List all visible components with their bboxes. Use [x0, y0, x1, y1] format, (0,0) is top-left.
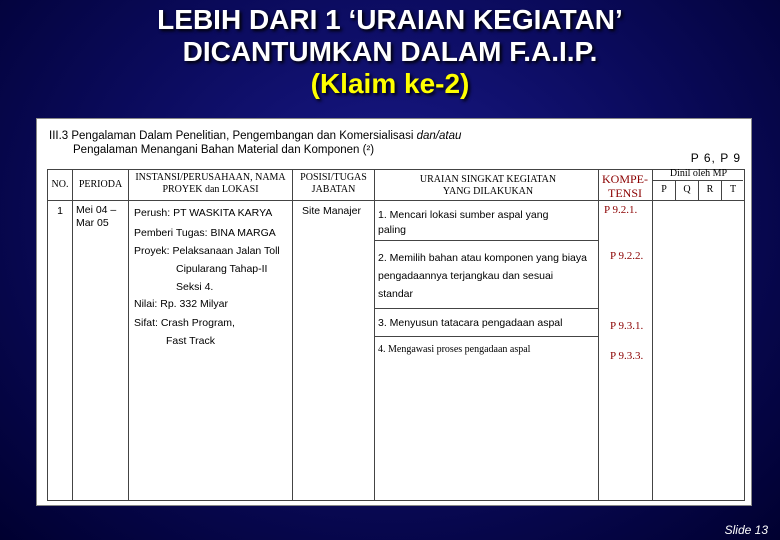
competence-code-3: P 9.3.1. — [610, 320, 644, 332]
col-divider — [128, 170, 129, 500]
row-no: 1 — [57, 205, 63, 217]
activity-4: 4. Mengawasi proses pengadaan aspal — [378, 344, 531, 355]
instansi-proyek: Proyek: Pelaksanaan Jalan Toll — [134, 245, 280, 257]
row-posisi: Site Manajer — [302, 205, 361, 217]
header-t: T — [729, 184, 737, 195]
activity-divider — [375, 308, 598, 309]
col-divider — [72, 170, 73, 500]
title-line-2: DICANTUMKAN DALAM F.A.I.P. — [182, 36, 598, 67]
instansi-pemberi-tugas: Pemberi Tugas: BINA MARGA — [134, 227, 276, 239]
slide-number: Slide 13 — [724, 523, 768, 537]
header-dinilai: Dinil oleh MP — [669, 168, 728, 179]
instansi-sifat-line2: Fast Track — [166, 335, 216, 347]
competence-code-4: P 9.3.3. — [610, 350, 644, 362]
form-card — [36, 118, 752, 506]
row-periode: Mei 04 – Mar 05 — [76, 204, 117, 229]
header-r: R — [706, 184, 714, 195]
header-no: NO. — [51, 179, 69, 190]
section-heading-italic: dan/atau — [416, 130, 462, 142]
col-divider — [374, 170, 375, 500]
title-line-1: LEBIH DARI 1 ‘URAIAN KEGIATAN’ — [157, 4, 623, 35]
activity-divider — [375, 240, 598, 241]
activity-3: 3. Menyusun tatacara pengadaan aspal — [378, 317, 563, 329]
header-posisi: POSISI/TUGAS JABATAN — [300, 172, 367, 195]
section-heading-line-1: III.3 Pengalaman Dalam Penelitian, Pengembangan dan Komersialisasi — [49, 130, 417, 142]
activity-1: 1. Mencari lokasi sumber aspal yang paling — [378, 209, 549, 236]
header-divider — [48, 200, 744, 201]
competence-code-2: P 9.2.2. — [610, 250, 644, 262]
header-uraian: URAIAN SINGKAT KEGIATAN YANG DILAKUKAN — [419, 174, 557, 197]
col-divider — [598, 170, 599, 500]
col-divider — [292, 170, 293, 500]
col-divider — [652, 170, 653, 500]
header-p: P — [661, 184, 667, 195]
instansi-perush: Perush: PT WASKITA KARYA — [134, 207, 273, 219]
slide-title — [0, 4, 780, 100]
section-heading — [49, 129, 461, 157]
instansi-sifat: Sifat: Crash Program, — [134, 317, 235, 329]
header-periode: PERIODA — [78, 179, 123, 190]
header-kompetensi: KOMPE-TENSI — [601, 172, 648, 200]
section-code: P 6, P 9 — [690, 151, 741, 165]
competence-code-1: P 9.2.1. — [604, 204, 638, 216]
title-line-3: (Klaim ke-2) — [310, 68, 470, 99]
instansi-nilai: Nilai: Rp. 332 Milyar — [134, 298, 228, 310]
header-q: Q — [683, 184, 691, 195]
instansi-proyek-line2: Cipularang Tahap-II — [176, 263, 268, 275]
instansi-proyek-line3: Seksi 4. — [176, 281, 214, 293]
activity-2: 2. Memilih bahan atau komponen yang biaya pengadaannya terjangkau dan sesuai standar — [378, 252, 587, 300]
header-instansi: INSTANSI/PERUSAHAAN, NAMA PROYEK dan LOKASI — [135, 172, 286, 195]
activity-divider — [375, 336, 598, 337]
section-heading-line-2: Pengalaman Menangani Bahan Material dan Komponen (²) — [73, 144, 375, 156]
experience-table — [47, 169, 745, 501]
